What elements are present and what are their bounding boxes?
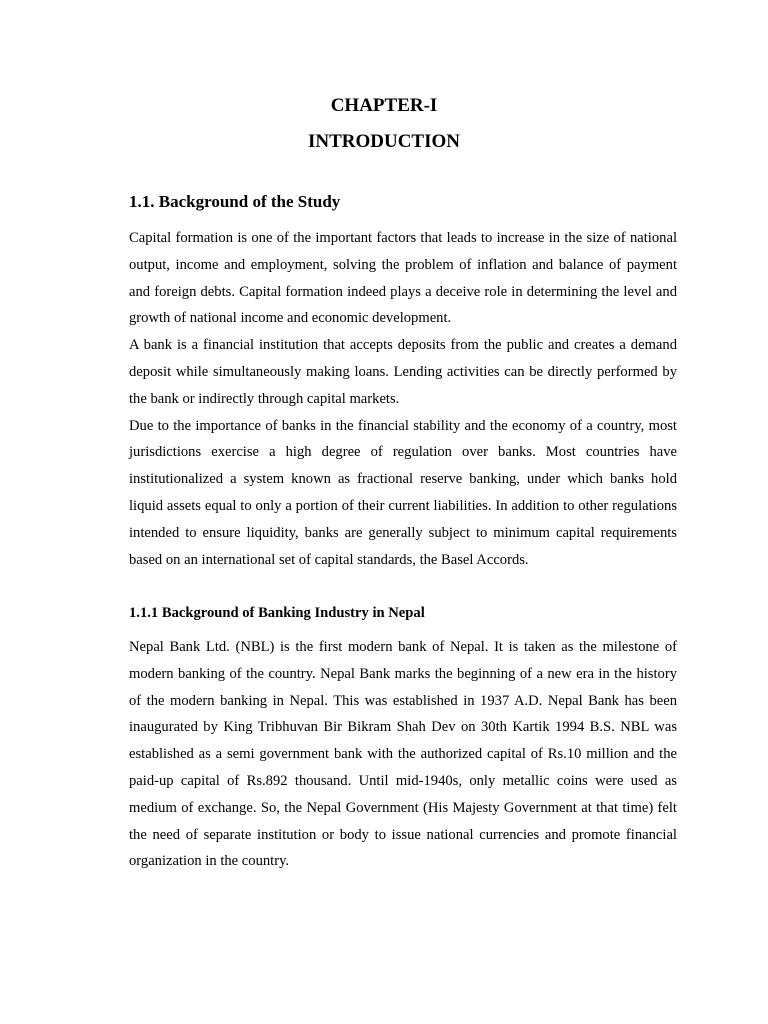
section-body <box>129 225 677 573</box>
section-heading: 1.1. Background of the Study <box>129 192 341 211</box>
chapter-title: INTRODUCTION <box>307 131 461 152</box>
paragraph: Nepal Bank Ltd. (NBL) is the first modern bank of Nepal. It is taken as the milestone of modern banking of the country. Nepal Bank marks the beginning of a new era in the history of the modern banking in Nepal. This was established in 1937 A.D. Nepal Bank has been inaugurated by King Tribhuvan Bir Bikram Shah Dev on 30th Kartik 1994 B.S. NBL was established as a semi government bank with the authorized capital of Rs.10 million and the paid-up capital of Rs.892 thousand. Until mid-1940s, only metallic coins were used as medium of exchange. So, the Nepal Government (His Majesty Government at that time) felt the need of separate institution or body to issue national currencies and promote financial organization in the country. <box>129 639 677 870</box>
subsection-heading: 1.1.1 Background of Banking Industry in Nepal <box>129 605 425 621</box>
paragraph: A bank is a financial institution that accepts deposits from the public and creates a demand deposit while simultaneously making loans. Lending activities can be directly performed by the bank or indirectly through capital markets. <box>129 337 677 407</box>
subsection-body <box>129 634 677 875</box>
paragraph: Due to the importance of banks in the financial stability and the economy of a country, most jurisdictions exercise a high degree of regulation over banks. Most countries have institutionalized a system known as fractional reserve banking, under which banks hold liquid assets equal to only a portion of their current liabilities. In addition to other regulations intended to ensure liquidity, banks are generally subject to minimum capital requirements based on an international set of capital standards, the Basel Accords. <box>129 417 677 568</box>
chapter-label: CHAPTER-I <box>330 95 438 116</box>
paragraph: Capital formation is one of the important factors that leads to increase in the size of national output, income and employment, solving the problem of inflation and balance of payment and foreign debts. Capital formation indeed plays a deceive role in determining the level and growth of national income and economic development. <box>129 230 677 327</box>
